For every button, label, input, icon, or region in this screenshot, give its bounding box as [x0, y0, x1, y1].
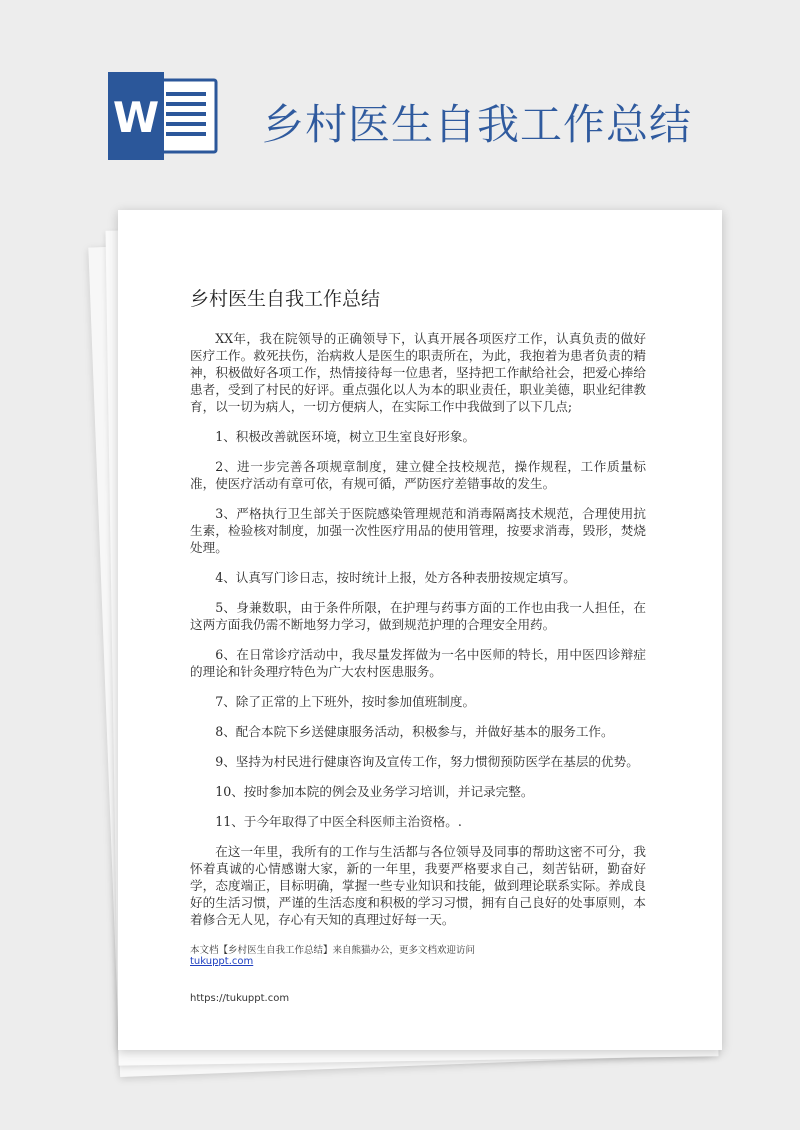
source-link[interactable]: tukuppt.com — [190, 956, 254, 967]
document-title: 乡村医生自我工作总结 — [190, 288, 381, 310]
list-item: 7、除了正常的上下班外，按时参加值班制度。 — [215, 694, 476, 709]
document-body — [190, 330, 646, 941]
word-document-icon — [108, 72, 220, 160]
banner-title: 乡村医生自我工作总结 — [262, 100, 693, 149]
banner — [0, 0, 800, 200]
list-item: 3、严格执行卫生部关于医院感染管理规范和消毒隔离技术规范，合理使用抗生素，检验核对制度，加强一次性医疗用品的使用管理，按要求消毒，毁形，焚烧处理。 — [190, 506, 646, 555]
list-item: 9、坚持为村民进行健康咨询及宣传工作，努力惯彻预防医学在基层的优势。 — [215, 754, 639, 769]
logo-letter: W — [112, 93, 160, 142]
source-note: 本文档【乡村医生自我工作总结】来自熊猫办公，更多文档欢迎访问 — [190, 945, 476, 956]
list-item: 6、在日常诊疗活动中，我尽量发挥做为一名中医师的特长，用中医四诊辩症的理论和针灸理疗特色为广大农村医患服务。 — [190, 647, 646, 679]
list-item: 11、于今年取得了中医全科医师主治资格。. — [215, 814, 462, 829]
list-item: 8、配合本院下乡送健康服务活动，积极参与，并做好基本的服务工作。 — [215, 724, 614, 739]
intro-paragraph: XX年，我在院领导的正确领导下，认真开展各项医疗工作，认真负责的做好医疗工作。救死扶伤，治病救人是医生的职责所在，为此，我抱着为患者负责的精神，积极做好各项工作，热情接待每一位患者，坚持把工作献给社会，把爱心捧给患者，受到了村民的好评。重点强化以人为本的职业责任，职业美德，职业纪律教育，以一切为病人，一切方便病人，在实际工作中我做到了以下几点; — [190, 331, 646, 414]
list-item: 5、身兼数职，由于条件所限，在护理与药事方面的工作也由我一人担任，在这两方面我仍需不断地努力学习，做到规范护理的合理安全用药。 — [190, 600, 646, 632]
list-item: 1、积极改善就医环境，树立卫生室良好形象。 — [215, 429, 476, 444]
footer-url: https://tukuppt.com — [190, 993, 290, 1004]
document-page — [118, 210, 722, 1050]
closing-paragraph: 在这一年里，我所有的工作与生活都与各位领导及同事的帮助这密不可分，我怀着真诚的心情感谢大家，新的一年里，我要严格要求自己，刻苦钻研，勤奋好学，态度端正，目标明确，掌握一些专业知识和技能，做到理论联系实际。养成良好的生活习惯，严谨的生活态度和积极的学习习惯，拥有自己良好的处事原则，本着修合无人见，存心有天知的真理过好每一天。 — [190, 844, 646, 927]
list-item: 10、按时参加本院的例会及业务学习培训，并记录完整。 — [215, 784, 534, 799]
list-item: 2、进一步完善各项规章制度，建立健全技校规范，操作规程，工作质量标准，使医疗活动有章可依，有规可循，严防医疗差错事故的发生。 — [190, 459, 646, 491]
list-item: 4、认真写门诊日志，按时统计上报，处方各种表册按规定填写。 — [215, 570, 576, 585]
